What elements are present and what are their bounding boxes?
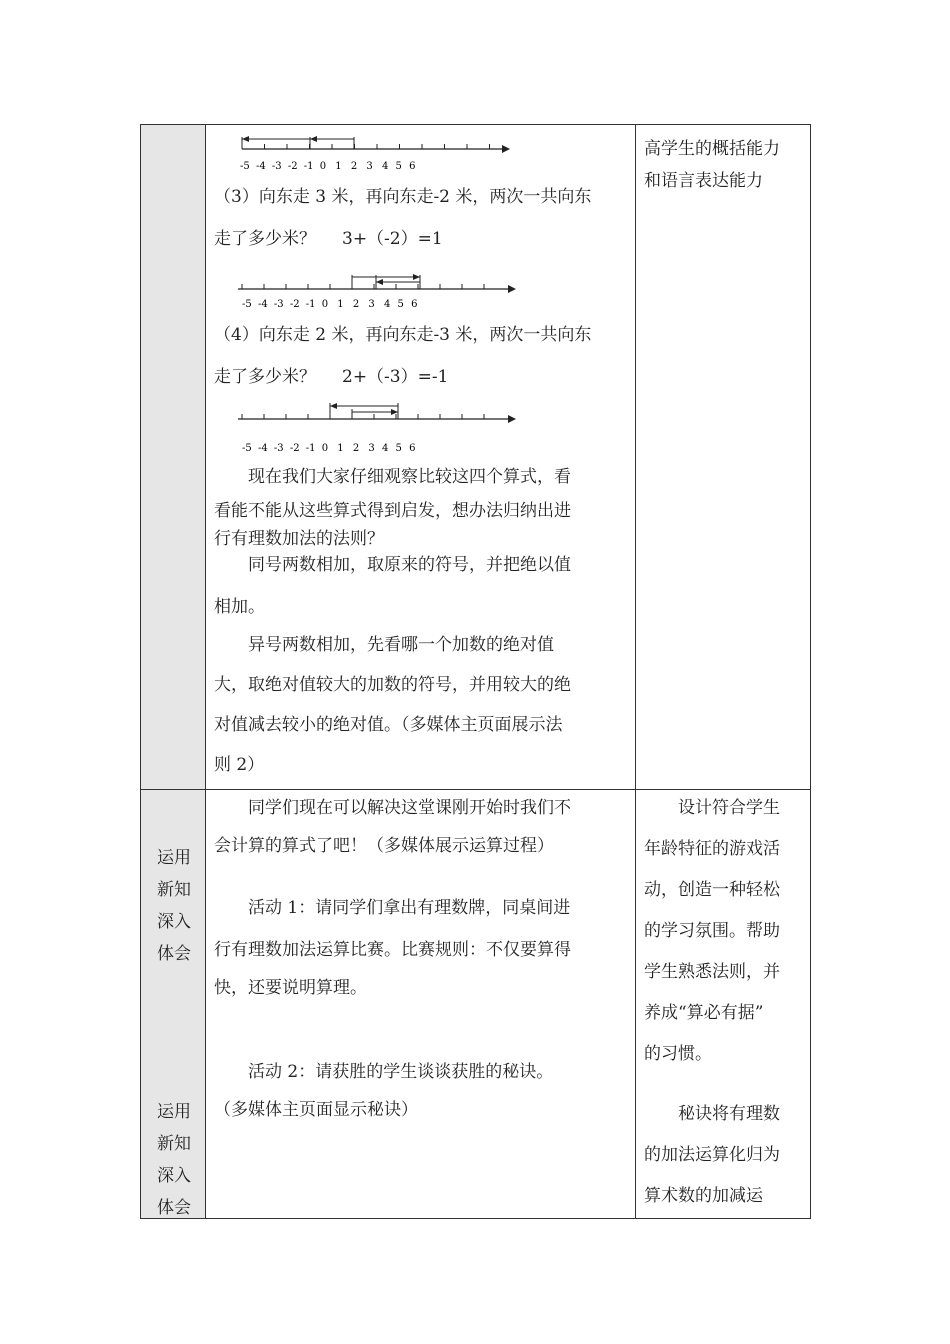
note-b-line: 算术数的加减运	[644, 1186, 763, 1206]
note-a-line: 学生熟悉法则，并	[644, 962, 780, 982]
tick-group	[242, 144, 490, 149]
axis-arrow	[508, 285, 516, 293]
q3-equation: 3+（-2）=1	[342, 229, 443, 249]
note-a-line: 年龄特征的游戏活	[644, 839, 780, 859]
design-intent-cell	[636, 125, 811, 790]
vector-2-head	[376, 279, 383, 285]
stage-label-char: 深入	[157, 912, 191, 932]
axis-arrow	[502, 145, 510, 153]
design-intent-cell	[636, 790, 811, 1219]
tick-label: -3	[273, 443, 284, 454]
tick-label: -1	[305, 299, 316, 310]
tick-label: -5	[242, 299, 252, 310]
para3-line3: 对值减去较小的绝对值。（多媒体主页面展示法	[214, 715, 563, 735]
q4-line1: （4）向东走 2 米，再向东走-3 米，两次一共向东	[214, 325, 592, 345]
number-line-2-svg	[232, 265, 522, 311]
tick-label: 2	[350, 161, 358, 172]
note-a-line: 设计符合学生	[678, 798, 780, 818]
stage-label-a	[149, 842, 199, 970]
tick-label: -2	[289, 299, 300, 310]
tick-labels	[242, 443, 415, 454]
note-a	[644, 798, 804, 1085]
tick-label: 2	[352, 443, 360, 454]
number-line-2	[232, 265, 522, 311]
axis-arrow	[508, 415, 516, 423]
tick-label: 3	[368, 443, 375, 454]
q4-line2	[214, 367, 448, 387]
lesson-plan-table	[140, 124, 811, 1219]
tick-group	[242, 414, 484, 419]
note-a-line: 的习惯。	[644, 1044, 712, 1064]
stage-label-cell	[141, 125, 206, 790]
activity-cell	[206, 790, 636, 1219]
activity-cell	[206, 125, 636, 790]
tick-label: 5	[397, 299, 404, 310]
tick-label: -2	[287, 161, 298, 172]
tick-label: 3	[368, 299, 375, 310]
q4-question: 走了多少米？	[214, 367, 316, 387]
tick-label: 0	[321, 443, 329, 454]
tick-label: 0	[321, 299, 329, 310]
tick-label: 0	[319, 161, 327, 172]
tick-label: 6	[411, 299, 418, 310]
tick-label: -3	[273, 299, 284, 310]
act1-line1: 活动 1：请同学们拿出有理数牌，同桌间进	[248, 898, 571, 918]
para3-line2: 大，取绝对值较大的加数的符号，并用较大的绝	[214, 675, 571, 695]
tick-label: 1	[337, 299, 344, 310]
act2-line1: 活动 2：请获胜的学生谈谈获胜的秘诀。	[248, 1062, 554, 1082]
tick-label: 3	[366, 161, 373, 172]
q3-line1: （3）向东走 3 米，再向东走-2 米，两次一共向东	[214, 187, 592, 207]
para1-line1: 现在我们大家仔细观察比较这四个算式，看	[248, 467, 571, 487]
stage-label-char: 新知	[157, 1134, 191, 1154]
table-row	[141, 125, 811, 790]
stage-label-b	[149, 1096, 199, 1224]
stage-label-char: 体会	[157, 1198, 191, 1218]
stage-label-char: 运用	[157, 1102, 191, 1122]
tick-label: -5	[242, 443, 252, 454]
stage-label-char: 深入	[157, 1166, 191, 1186]
act1-line2: 行有理数加法运算比赛。比赛规则：不仅要算得	[214, 940, 571, 960]
note-line1: 高学生的概括能力	[644, 139, 780, 159]
intro-line2: 会计算的算式了吧！（多媒体展示运算过程）	[214, 836, 554, 856]
note-a-line: 养成“算必有据”	[644, 1003, 764, 1023]
tick-label: 1	[337, 443, 344, 454]
act1-line3: 快，还要说明算理。	[214, 978, 367, 998]
note-a-line: 动，创造一种轻松	[644, 880, 780, 900]
vector-2-head	[391, 409, 398, 415]
tick-label: 4	[381, 443, 389, 454]
q3-question: 走了多少米？	[214, 229, 316, 249]
number-line-1	[232, 129, 512, 173]
tick-label: 5	[395, 443, 402, 454]
tick-group	[242, 284, 484, 289]
vector-1-head	[242, 136, 249, 142]
note-line2: 和语言表达能力	[644, 171, 763, 191]
vector-1-head	[330, 403, 337, 409]
note-b-line: 秘诀将有理数	[678, 1104, 780, 1124]
para3-line4: 则 2）	[214, 755, 265, 775]
stage-label-cell	[141, 790, 206, 1219]
tick-label: 6	[409, 161, 416, 172]
stage-label-char: 体会	[157, 944, 191, 964]
table-row	[141, 790, 811, 1219]
vector-2-head	[310, 136, 317, 142]
tick-label: -1	[305, 443, 316, 454]
tick-label: -3	[271, 161, 282, 172]
vector-1-head	[413, 274, 420, 280]
tick-label: 2	[352, 299, 360, 310]
para2-line1: 同号两数相加，取原来的符号，并把绝以值	[248, 555, 571, 575]
q3-line2	[214, 229, 443, 249]
intro-line1: 同学们现在可以解决这堂课刚开始时我们不	[248, 798, 571, 818]
act2-line2: （多媒体主页面显示秘诀）	[214, 1100, 418, 1120]
number-line-1-svg	[232, 129, 512, 173]
tick-label: -1	[303, 161, 314, 172]
para2-line2: 相加。	[214, 597, 265, 617]
tick-label: 5	[395, 161, 402, 172]
tick-label: -5	[240, 161, 250, 172]
tick-label: -4	[257, 299, 268, 310]
tick-label: -2	[289, 443, 300, 454]
para3-line1: 异号两数相加，先看哪一个加数的绝对值	[248, 635, 554, 655]
tick-label: 1	[335, 161, 342, 172]
tick-labels	[242, 299, 417, 310]
tick-label: -4	[257, 443, 268, 454]
tick-label: 6	[409, 443, 416, 454]
note-a-line: 的学习氛围。帮助	[644, 921, 780, 941]
tick-label: 4	[383, 299, 391, 310]
para1-line2: 看能不能从这些算式得到启发，想办法归纳出进	[214, 501, 571, 521]
note-b-line: 的加法运算化归为	[644, 1145, 780, 1165]
para1-line3: 行有理数加法的法则？	[214, 529, 384, 549]
number-line-3-svg	[232, 397, 522, 455]
tick-label: -4	[255, 161, 266, 172]
note-b	[644, 1104, 804, 1227]
tick-label: 4	[381, 161, 389, 172]
stage-label-char: 运用	[157, 848, 191, 868]
stage-label-char: 新知	[157, 880, 191, 900]
q4-equation: 2+（-3）=-1	[342, 367, 449, 387]
number-line-3	[232, 397, 522, 455]
tick-labels	[240, 161, 415, 172]
